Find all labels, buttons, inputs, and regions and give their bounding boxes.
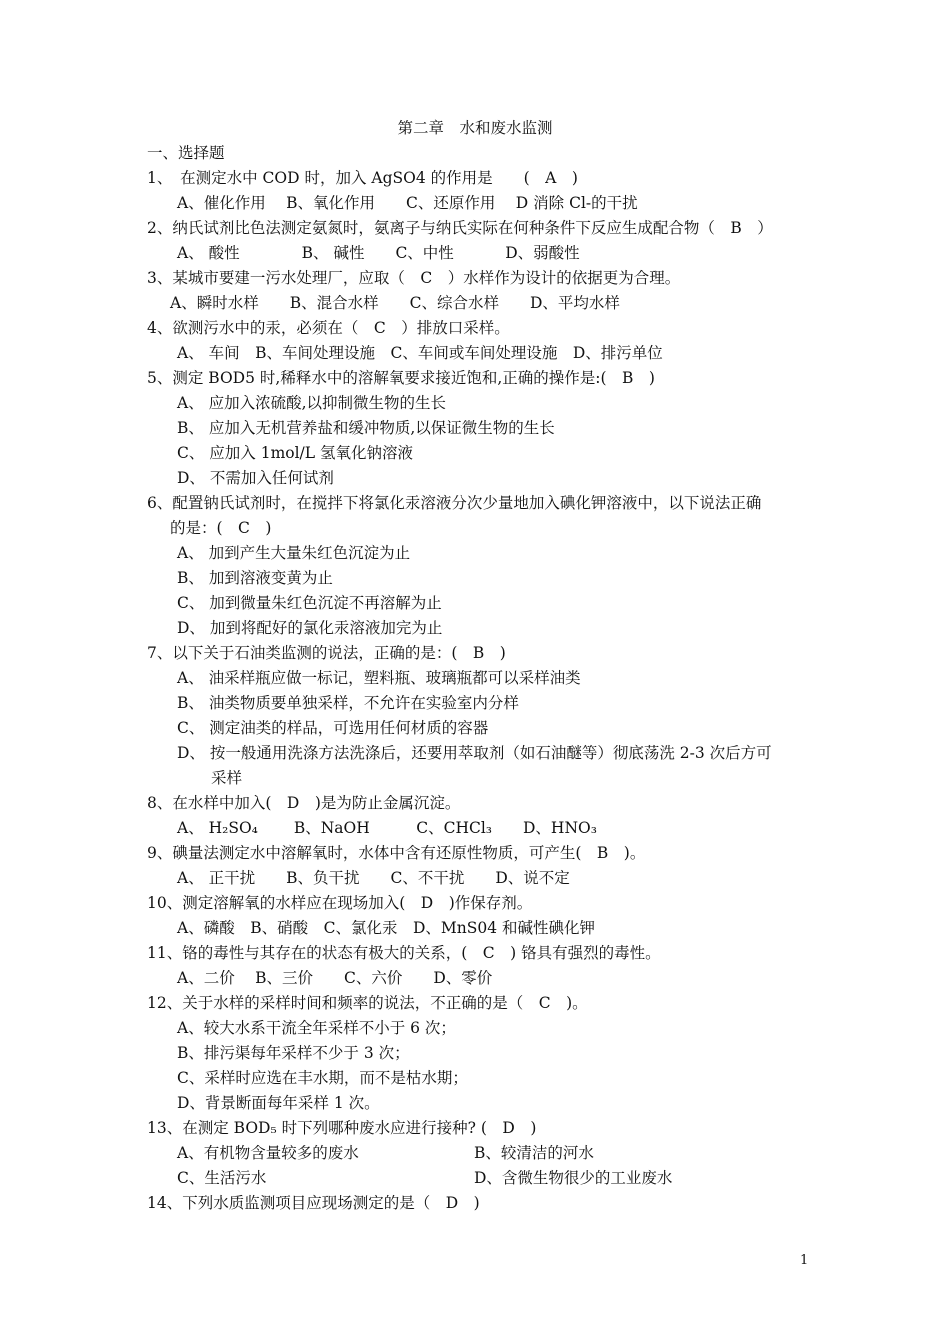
text-line: D、背景断面每年采样 1 次。 bbox=[177, 1094, 380, 1112]
text-line: 7、以下关于石油类监测的说法，正确的是：( B ) bbox=[147, 644, 506, 662]
text-line: B、排污渠每年采样不少于 3 次； bbox=[177, 1044, 410, 1062]
text-line: A、 加到产生大量朱红色沉淀为止 bbox=[177, 544, 411, 562]
text-line: 的是：( C ) bbox=[170, 519, 272, 537]
text-line: C、采样时应选在丰水期，而不是枯水期； bbox=[177, 1069, 468, 1087]
text-line: C、 应加入 1mol/L 氢氧化钠溶液 bbox=[177, 444, 414, 462]
text-line: B、 应加入无机营养盐和缓冲物质,以保证微生物的生长 bbox=[177, 419, 555, 437]
text-line: A、 酸性 B、 碱性 C、中性 D、弱酸性 bbox=[177, 244, 580, 262]
text-line: C、生活污水 bbox=[177, 1169, 267, 1187]
chapter-title: 第二章 水和废水监测 bbox=[397, 119, 553, 137]
text-line: 12、关于水样的采样时间和频率的说法，不正确的是（ C )。 bbox=[147, 994, 588, 1012]
text-line: A、 油采样瓶应做一标记，塑料瓶、玻璃瓶都可以采样油类 bbox=[177, 669, 581, 687]
text-line: B、 油类物质要单独采样，不允许在实验室内分样 bbox=[177, 694, 519, 712]
text-line: A、 车间 B、车间处理设施 C、车间或车间处理设施 D、排污单位 bbox=[177, 344, 663, 362]
text-line: D、 不需加入任何试剂 bbox=[177, 469, 334, 487]
text-line: C、 加到微量朱红色沉淀不再溶解为止 bbox=[177, 594, 442, 612]
text-line: 4、欲测污水中的汞，必须在（ C ）排放口采样。 bbox=[147, 319, 510, 337]
text-line: B、较清洁的河水 bbox=[474, 1144, 594, 1162]
text-line: 6、配置钠氏试剂时，在搅拌下将氯化汞溶液分次少量地加入碘化钾溶液中，以下说法正确 bbox=[147, 494, 762, 512]
text-line: A、 H₂SO₄ B、NaOH C、CHCl₃ D、HNO₃ bbox=[177, 819, 597, 837]
text-line: 9、碘量法测定水中溶解氧时，水体中含有还原性物质，可产生( B )。 bbox=[147, 844, 646, 862]
text-line: B、 加到溶液变黄为止 bbox=[177, 569, 333, 587]
text-line: 3、某城市要建一污水处理厂，应取（ C ）水样作为设计的依据更为合理。 bbox=[147, 269, 681, 287]
text-line: 13、在测定 BOD₅ 时下列哪种废水应进行接种? ( D ) bbox=[147, 1119, 537, 1137]
text-line: 2、纳氏试剂比色法测定氨氮时，氨离子与纳氏实际在何种条件下反应生成配合物（ B ） bbox=[147, 219, 773, 237]
text-line: D、 加到将配好的氯化汞溶液加完为止 bbox=[177, 619, 443, 637]
text-line: A、有机物含量较多的废水 bbox=[177, 1144, 359, 1162]
text-line: A、 正干扰 B、负干扰 C、不干扰 D、说不定 bbox=[177, 869, 570, 887]
text-line: A、较大水系干流全年采样不小于 6 次； bbox=[177, 1019, 456, 1037]
text-line: A、催化作用 B、氧化作用 C、还原作用 D 消除 Cl-的干扰 bbox=[177, 194, 638, 212]
text-line: 10、测定溶解氧的水样应在现场加入( D )作保存剂。 bbox=[147, 894, 533, 912]
section-heading: 一、选择题 bbox=[147, 144, 225, 162]
text-line: 1、 在测定水中 COD 时，加入 AgSO4 的作用是 ( A ) bbox=[147, 169, 578, 187]
text-line: A、瞬时水样 B、混合水样 C、综合水样 D、平均水样 bbox=[170, 294, 620, 312]
text-line: A、磷酸 B、硝酸 C、氯化汞 D、MnS04 和碱性碘化钾 bbox=[177, 919, 595, 937]
text-line: C、 测定油类的样品，可选用任何材质的容器 bbox=[177, 719, 489, 737]
text-line: A、二价 B、三价 C、六价 D、零价 bbox=[177, 969, 493, 987]
text-line: D、 按一般通用洗涤方法洗涤后，还要用萃取剂（如石油醚等）彻底荡洗 2-3 次后方可 bbox=[177, 744, 772, 762]
text-line: 采样 bbox=[211, 769, 243, 787]
text-line: 5、测定 BOD5 时,稀释水中的溶解氧要求接近饱和,正确的操作是:( B ) bbox=[147, 369, 655, 387]
page-number: 1 bbox=[800, 1253, 809, 1268]
text-line: 14、下列水质监测项目应现场测定的是（ D ) bbox=[147, 1194, 480, 1212]
text-line: D、含微生物很少的工业废水 bbox=[474, 1169, 673, 1187]
text-line: 8、在水样中加入( D )是为防止金属沉淀。 bbox=[147, 794, 461, 812]
text-line: 11、铬的毒性与其存在的状态有极大的关系，( C ) 铬具有强烈的毒性。 bbox=[147, 944, 661, 962]
text-line: A、 应加入浓硫酸,以抑制微生物的生长 bbox=[177, 394, 447, 412]
